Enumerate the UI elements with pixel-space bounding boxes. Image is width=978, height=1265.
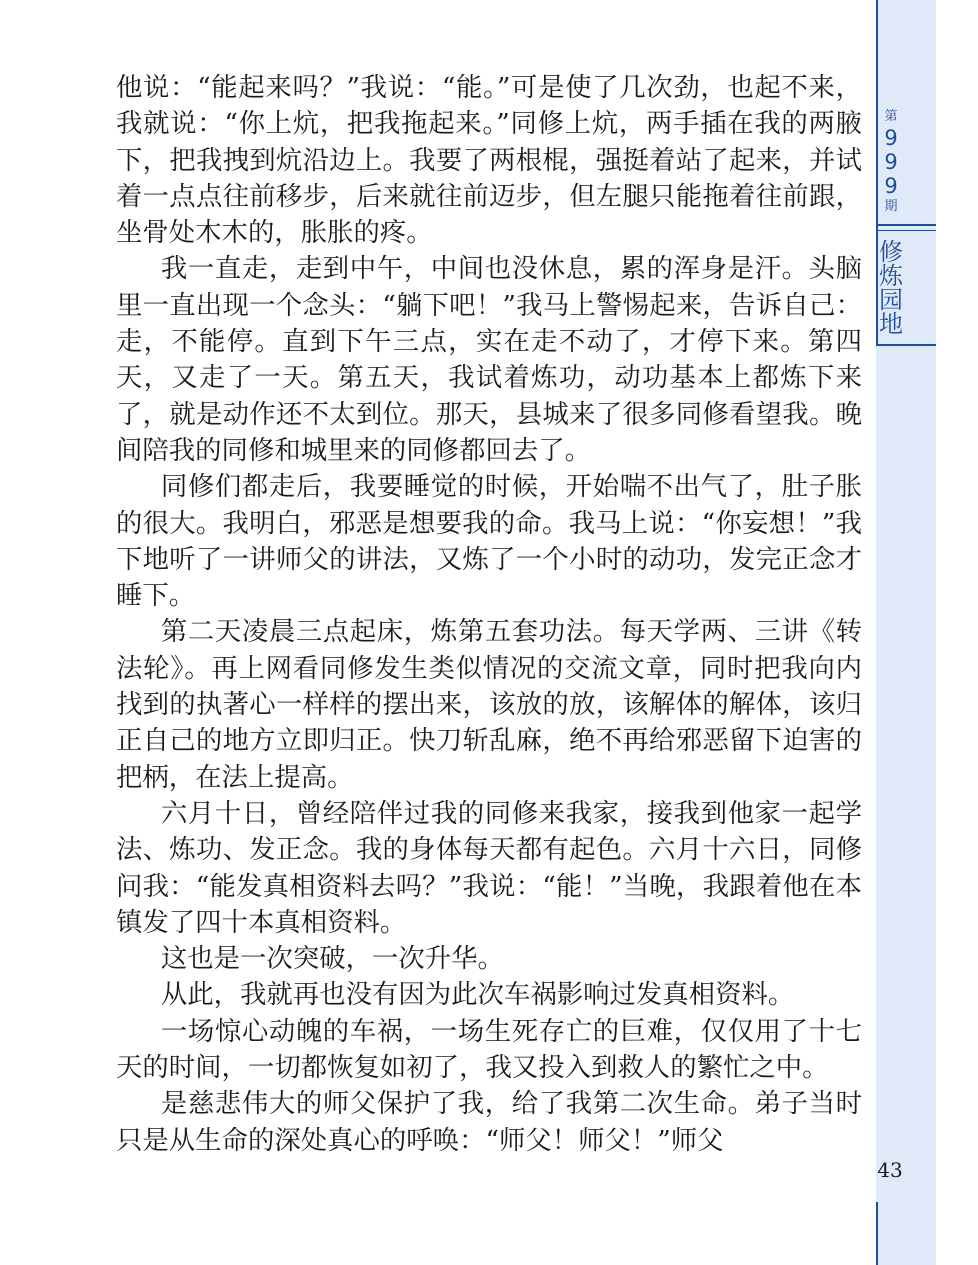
- paragraph: 这也是一次突破，一次升华。: [160, 943, 504, 975]
- paragraph: 第二天凌晨三点起床，炼第五套功法。每天学两、三讲《转法轮》。再上网看同修发生类似情况的交流文章，同时把我向内找到的执著心一样样的摆出来，该放的放，该解体的解体，该归正自己的地方立即归正。快刀斩乱麻，绝不再给邪恶留下迫害的把柄，在法上提高。: [116, 616, 862, 793]
- paragraph: 同修们都走后，我要睡觉的时候，开始喘不出气了，肚子胀的很大。我明白，邪恶是想要我的命。我马上说：“你妄想！”我下地听了一讲师父的讲法，又炼了一个小时的动功，发完正念才睡下。: [116, 471, 862, 612]
- issue-digit: 9: [884, 126, 898, 150]
- divider: [876, 344, 936, 346]
- issue-label: [876, 108, 906, 216]
- issue-prefix: 第: [884, 109, 898, 124]
- divider: [876, 224, 936, 226]
- page-number: 43: [877, 1158, 903, 1182]
- section-char: 修: [879, 238, 903, 266]
- issue-suffix: 期: [884, 199, 898, 214]
- issue-digit: 9: [884, 150, 898, 174]
- divider: [876, 230, 936, 231]
- sidebar-border-bottom: [876, 1202, 878, 1265]
- section-char: 炼: [879, 262, 903, 290]
- paragraph: 是慈悲伟大的师父保护了我，给了我第二次生命。弟子当时只是从生命的深处真心的呼唤：“师父！师父！”师父: [116, 1088, 862, 1156]
- paragraph: 从此，我就再也没有因为此次车祸影响过发真相资料。: [160, 979, 795, 1011]
- paragraph: 六月十日，曾经陪伴过我的同修来我家，接我到他家一起学法、炼功、发正念。我的身体每天都有起色。六月十六日，同修问我：“能发真相资料去吗？”我说：“能！”当晚，我跟着他在本镇发了四十本真相资料。: [116, 797, 862, 938]
- paragraph: 我一直走，走到中午，中间也没休息，累的浑身是汗。头脑里一直出现一个念头：“躺下吧！”我马上警惕起来，告诉自己：走，不能停。直到下午三点，实在走不动了，才停下来。第四天，又走了一天。第五天，我试着炼功，动功基本上都炼下来了，就是动作还不太到位。那天，县城来了很多同修看望我。晚间陪我的同修和城里来的同修都回去了。: [116, 253, 862, 466]
- section-title: [876, 240, 906, 336]
- section-char: 地: [879, 310, 903, 338]
- paragraph: 一场惊心动魄的车祸，一场生死存亡的巨难，仅仅用了十七天的时间，一切都恢复如初了，我又投入到救人的繁忙之中。: [116, 1015, 862, 1084]
- section-char: 园: [879, 286, 903, 314]
- issue-digit: 9: [884, 174, 898, 198]
- article-body: [116, 70, 862, 1159]
- paragraph: 他说：“能起来吗？”我说：“能。”可是使了几次劲，也起不来，我就说：“你上炕，把我拖起来。”同修上炕，两手插在我的两腋下，把我拽到炕沿边上。我要了两根棍，强挺着站了起来，并试着一点点往前移步，后来就往前迈步，但左腿只能拖着往前跟，坐骨处木木的，胀胀的疼。: [116, 72, 862, 249]
